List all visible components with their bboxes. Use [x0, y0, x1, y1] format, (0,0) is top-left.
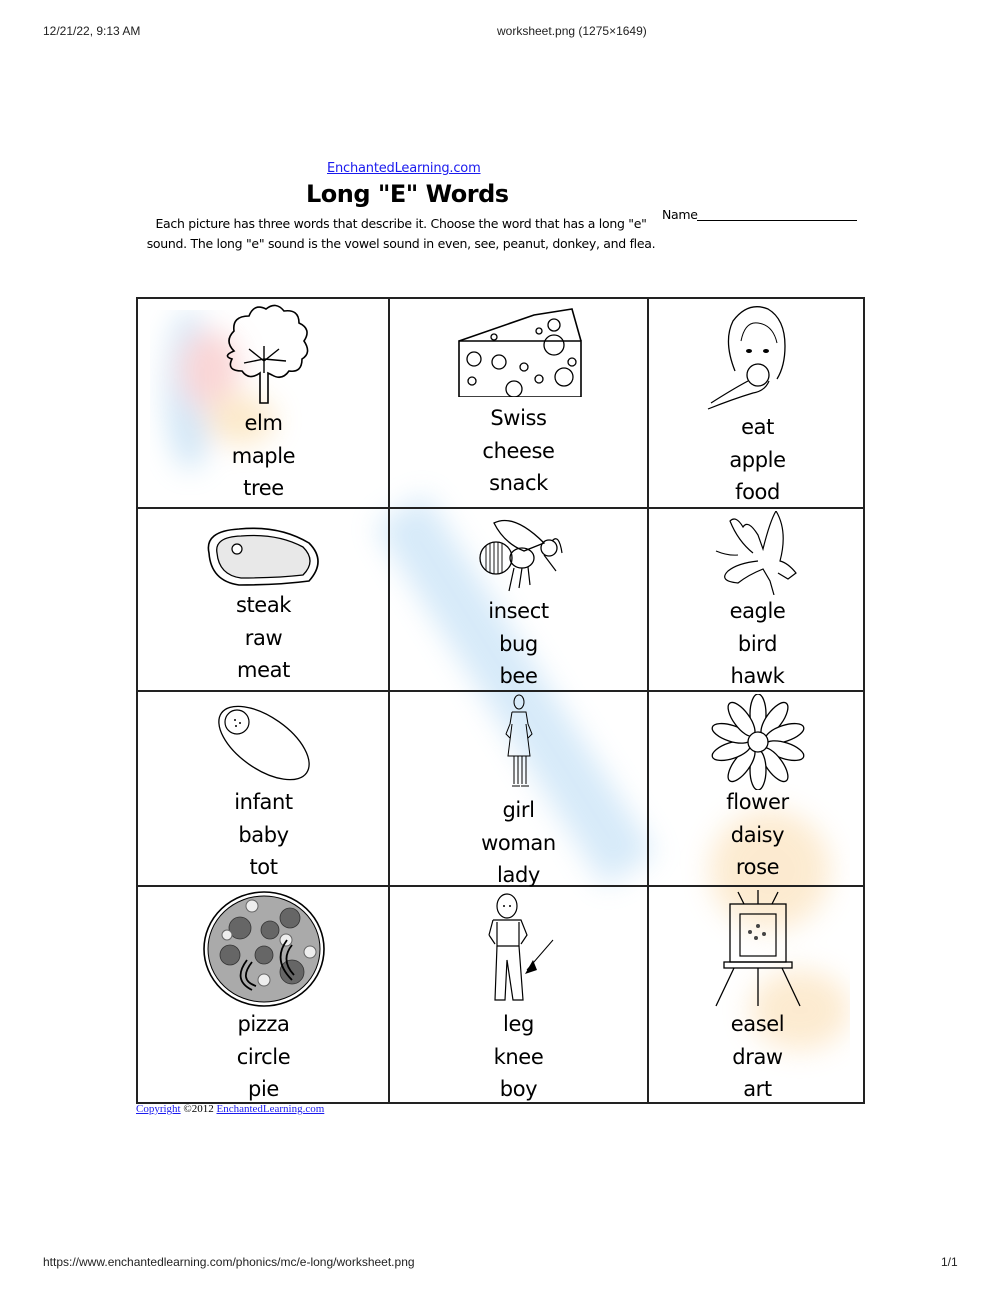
- word-option: tree: [243, 476, 284, 500]
- word-option: snack: [489, 471, 548, 495]
- word-option: apple: [729, 447, 786, 472]
- word-option: easel: [730, 1012, 785, 1036]
- word-option: leg: [503, 1012, 534, 1036]
- word-option: boy: [499, 1077, 538, 1101]
- copyright-link[interactable]: Copyright: [136, 1103, 181, 1115]
- boy-knee-icon: [469, 890, 569, 1008]
- word-option: pie: [248, 1077, 279, 1101]
- word-option: eagle: [729, 599, 786, 623]
- name-label: Name: [662, 207, 698, 222]
- cell-cheese: [389, 299, 648, 508]
- girl-eating-apple-icon: [703, 301, 813, 413]
- word-option: elm: [244, 411, 283, 435]
- word-option: knee: [493, 1044, 544, 1069]
- cheese-icon: [454, 307, 584, 397]
- word-option: hawk: [730, 664, 785, 688]
- word-option: girl: [502, 798, 535, 822]
- copyright-site-link[interactable]: EnchantedLearning.com: [216, 1103, 325, 1115]
- word-option: tot: [249, 855, 278, 879]
- site-link[interactable]: EnchantedLearning.com: [327, 161, 481, 176]
- copyright-line: [136, 1103, 324, 1115]
- cell-woman: [389, 692, 648, 886]
- word-option: rose: [735, 855, 780, 879]
- cell-eat: [648, 299, 867, 508]
- copyright-year: ©2012: [180, 1103, 217, 1115]
- steak-icon: [199, 523, 329, 589]
- bee-icon: [464, 513, 574, 593]
- baby-icon: [209, 698, 319, 788]
- cell-easel: [648, 887, 867, 1104]
- word-option: lady: [497, 863, 540, 887]
- word-option: insect: [488, 599, 549, 623]
- word-option: draw: [732, 1044, 783, 1069]
- woman-icon: [494, 694, 544, 792]
- cell-steak: [138, 509, 389, 691]
- tree-icon: [204, 301, 324, 411]
- print-doc-title: worksheet.png (1275×1649): [497, 24, 647, 38]
- word-option: pizza: [237, 1012, 290, 1036]
- word-option: art: [743, 1077, 772, 1101]
- word-option: bee: [499, 664, 538, 688]
- word-option: raw: [244, 625, 283, 650]
- word-option: food: [735, 480, 780, 504]
- word-option: maple: [231, 443, 296, 468]
- word-option: bird: [737, 631, 778, 656]
- word-option: eat: [741, 415, 774, 439]
- print-url: https://www.enchantedlearning.com/phonics/mc/e-long/worksheet.png: [43, 1255, 415, 1269]
- word-option: circle: [236, 1044, 291, 1069]
- word-option: flower: [726, 790, 789, 814]
- word-option: steak: [235, 593, 292, 617]
- cell-baby: [138, 692, 389, 886]
- page-title: Long "E" Words: [306, 180, 509, 208]
- cell-pizza: [138, 887, 389, 1104]
- print-datetime: 12/21/22, 9:13 AM: [43, 24, 141, 38]
- cell-bee: [389, 509, 648, 691]
- word-option: infant: [234, 790, 293, 814]
- word-option: baby: [238, 822, 289, 847]
- instructions: Each picture has three words that describe it. Choose the word that has a long "e" sound. The long "e" sound is the vowel sound in even, see, peanut, donkey, and flea.: [146, 216, 656, 251]
- word-option: Swiss: [490, 406, 547, 430]
- cell-daisy: [648, 692, 867, 886]
- worksheet-grid: [136, 297, 865, 1104]
- word-option: woman: [481, 830, 556, 855]
- print-page-number: 1/1: [941, 1255, 958, 1269]
- cell-knee: [389, 887, 648, 1104]
- easel-icon: [708, 890, 808, 1008]
- word-option: cheese: [482, 438, 555, 463]
- cell-tree: [138, 299, 389, 508]
- name-field-line: [697, 220, 857, 221]
- word-option: meat: [237, 658, 290, 682]
- cell-eagle: [648, 509, 867, 691]
- word-option: bug: [499, 631, 538, 656]
- pizza-icon: [202, 890, 326, 1008]
- word-option: daisy: [730, 822, 785, 847]
- eagle-icon: [708, 511, 808, 595]
- daisy-icon: [708, 694, 808, 790]
